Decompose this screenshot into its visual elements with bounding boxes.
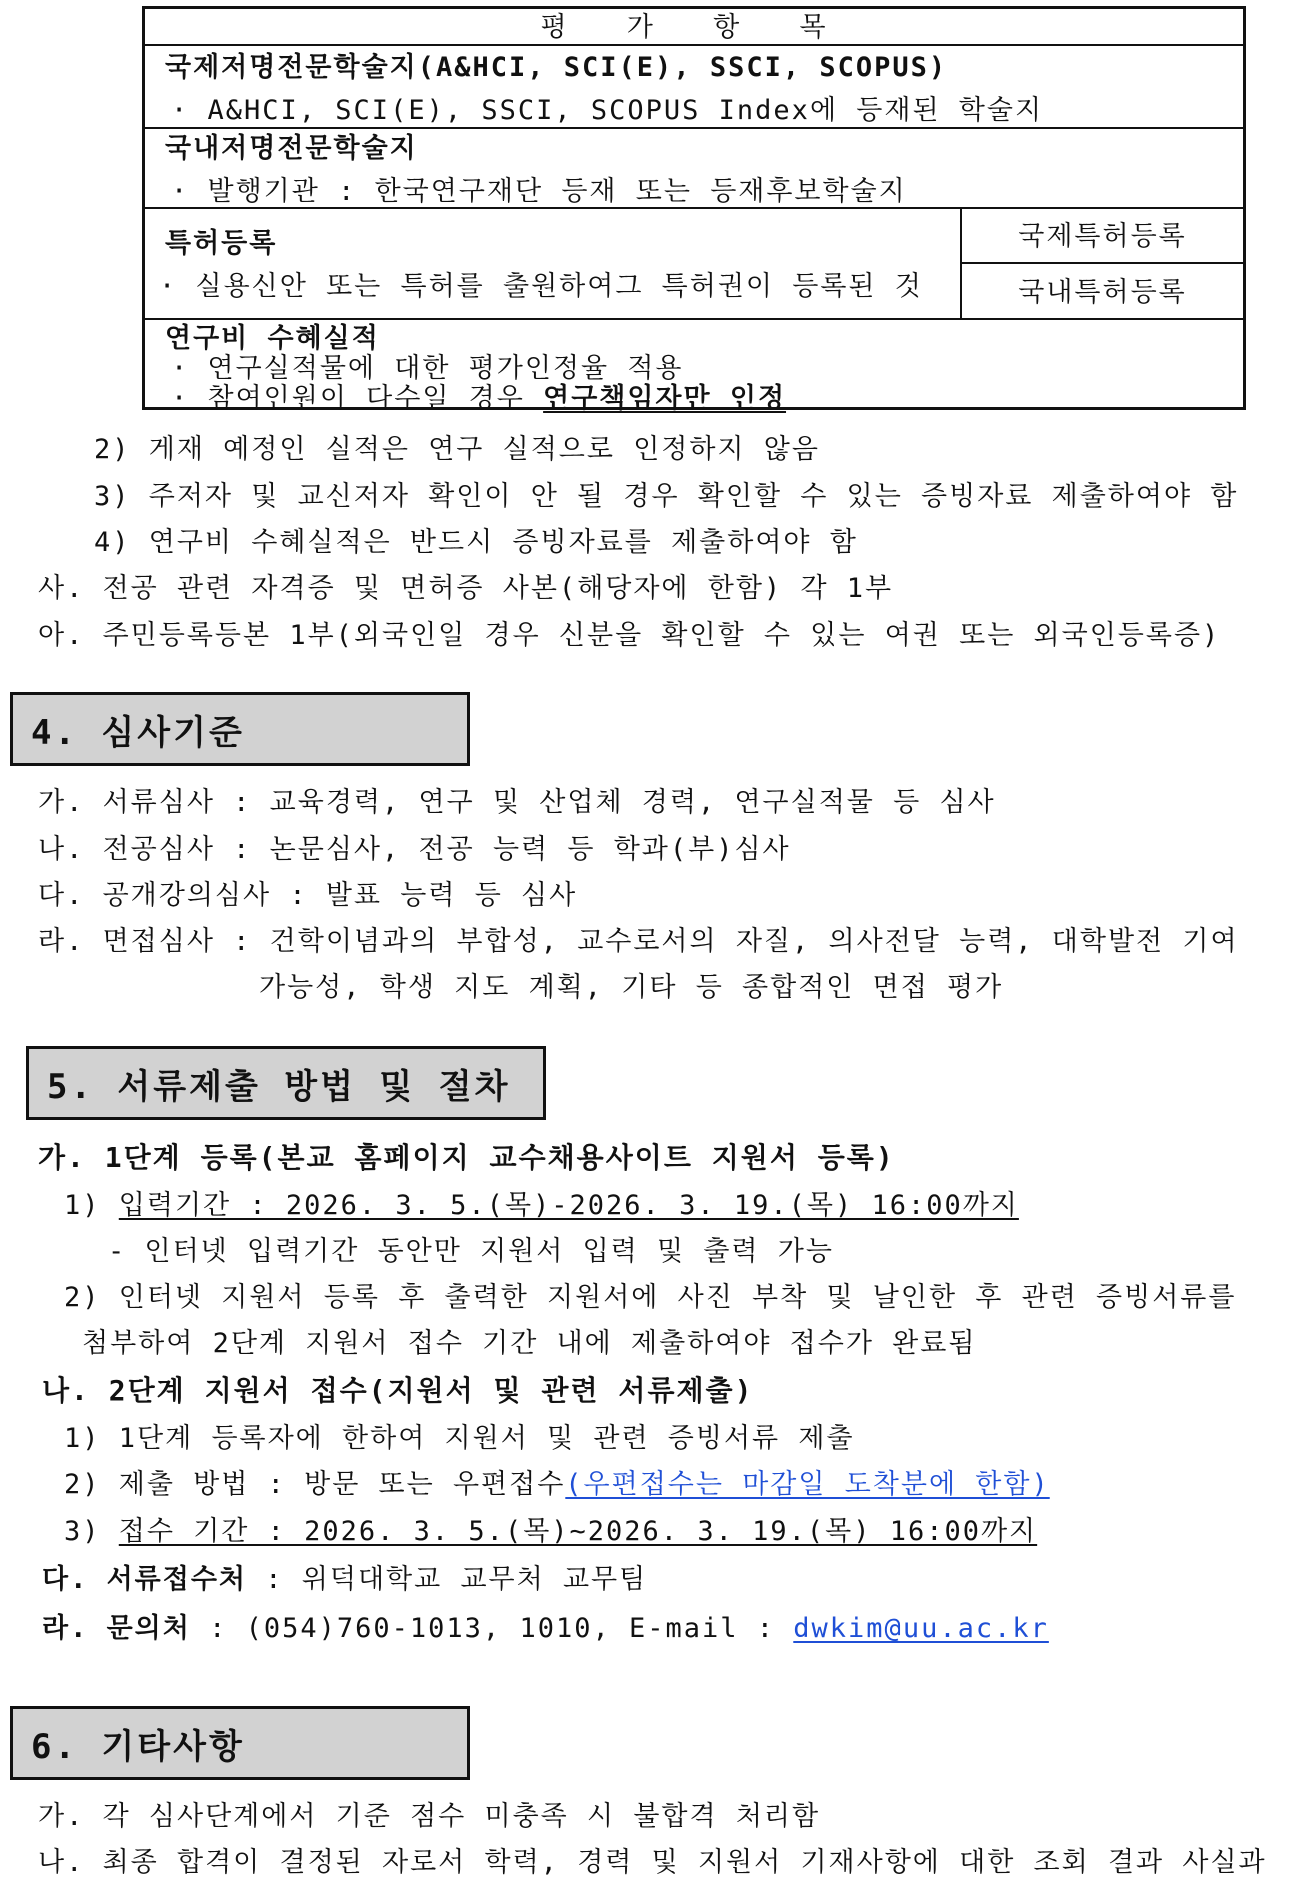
section-5-ga-1 — [64, 1192, 1019, 1219]
domestic-journal-desc: · 발행기관 : 한국연구재단 등재 또는 등재후보학술지 — [171, 176, 907, 207]
section-4-item-na: 나. 전공심사 : 논문심사, 전공 능력 등 학과(부)심사 — [38, 834, 791, 865]
section-5-ga-1-emphasis: 입력기간 : 2026. 3. 5.(목)-2026. 3. 19.(목) 16:00까지 — [118, 1190, 1019, 1221]
grant-desc-2-prefix: · 참여인원이 다수일 경우 — [171, 383, 544, 414]
section-5-ga-title: 가. 1단계 등록(본교 홈페이지 교수채용사이트 지원서 등록) — [38, 1141, 895, 1174]
grant-desc-2-emphasis: 연구책임자만 인정 — [543, 383, 787, 414]
table-header: 평 가 항 목 — [540, 12, 848, 43]
intl-journal-title: 국제저명전문학술지(A&HCI, SCI(E), SSCI, SCOPUS) — [165, 52, 948, 83]
table-divider — [145, 44, 1243, 46]
grant-title: 연구비 수혜실적 — [165, 323, 380, 354]
section-5-na-2-prefix: 2) 제출 방법 : 방문 또는 우편접수 — [64, 1469, 566, 1500]
table-divider — [145, 127, 1243, 129]
section-5-heading — [26, 1046, 546, 1120]
section-5-da-label: 다. 서류접수처 — [42, 1564, 248, 1595]
patent-intl: 국제특허등록 — [1018, 221, 1187, 252]
section-6-item-na: 나. 최종 합격이 결정된 자로서 학력, 경력 및 지원서 기재사항에 대한 조회 결과 사실과 — [38, 1847, 1267, 1878]
section-5-da — [42, 1566, 647, 1593]
contact-email-link[interactable]: dwkim@uu.ac.kr — [793, 1613, 1049, 1644]
section-6-item-ga: 가. 각 심사단계에서 기준 점수 미충족 시 불합격 처리함 — [38, 1801, 821, 1832]
item-a: 아. 주민등록등본 1부(외국인일 경우 신분을 확인할 수 있는 여권 또는 외국인등록증) — [38, 620, 1221, 651]
intl-journal-desc: · A&HCI, SCI(E), SSCI, SCOPUS Index에 등재된 학술지 — [171, 95, 1044, 126]
section-5-ra — [42, 1615, 1049, 1642]
note-3: 3) 주저자 및 교신저자 확인이 안 될 경우 확인할 수 있는 증빙자료 제출하여야 함 — [94, 481, 1239, 512]
section-5-da-value: : 위덕대학교 교무처 교무팀 — [247, 1564, 648, 1595]
note-2: 2) 게재 예정인 실적은 연구 실적으로 인정하지 않음 — [94, 434, 820, 465]
table-divider — [960, 262, 1243, 264]
section-5-na-1: 1) 1단계 등록자에 한하여 지원서 및 관련 증빙서류 제출 — [64, 1423, 855, 1454]
patent-title: 특허등록 — [165, 228, 278, 259]
section-5-na-title: 나. 2단계 지원서 접수(지원서 및 관련 서류제출) — [42, 1374, 754, 1407]
section-5-heading-text: 5. 서류제출 방법 및 절차 — [47, 1066, 511, 1107]
section-4-item-ra-cont: 가능성, 학생 지도 계획, 기타 등 종합적인 면접 평가 — [259, 972, 1004, 1003]
section-4-item-da: 다. 공개강의심사 : 발표 능력 등 심사 — [38, 880, 578, 911]
section-6-heading-text: 6. 기타사항 — [31, 1726, 245, 1767]
grant-desc-2 — [171, 385, 786, 412]
section-4-item-ra: 라. 면접심사 : 건학이념과의 부합성, 교수로서의 자질, 의사전달 능력, 대학발전 기여 — [38, 926, 1239, 957]
section-5-ra-label: 라. 문의처 — [42, 1613, 191, 1644]
section-5-na-3-emphasis: 접수 기간 : 2026. 3. 5.(목)~2026. 3. 19.(목) 16:00까지 — [118, 1516, 1038, 1547]
section-4-item-ga: 가. 서류심사 : 교육경력, 연구 및 산업체 경력, 연구실적물 등 심사 — [38, 787, 996, 818]
section-5-ga-2-line1: 2) 인터넷 지원서 등록 후 출력한 지원서에 사진 부착 및 날인한 후 관련 증빙서류를 — [64, 1282, 1237, 1313]
section-5-ra-value: : (054)760-1013, 1010, E-mail : — [190, 1613, 794, 1644]
section-5-na-2 — [64, 1471, 1050, 1498]
item-sa: 사. 전공 관련 자격증 및 면허증 사본(해당자에 한함) 각 1부 — [38, 573, 894, 604]
section-5-ga-1-sub: - 인터넷 입력기간 동안만 지원서 입력 및 출력 가능 — [108, 1236, 834, 1267]
section-4-heading-text: 4. 심사기준 — [31, 712, 245, 753]
patent-domestic: 국내특허등록 — [1018, 277, 1187, 308]
evaluation-table — [142, 6, 1246, 414]
table-divider — [145, 207, 1243, 209]
section-5-na-3 — [64, 1518, 1037, 1545]
domestic-journal-title: 국내저명전문학술지 — [165, 133, 418, 164]
patent-desc: · 실용신안 또는 특허를 출원하여그 특허권이 등록된 것 — [159, 271, 923, 302]
note-4: 4) 연구비 수혜실적은 반드시 증빙자료를 제출하여야 함 — [94, 527, 858, 558]
section-5-na-2-link[interactable]: (우편접수는 마감일 도착분에 한함) — [565, 1469, 1050, 1500]
section-5-na-3-prefix: 3) — [64, 1516, 119, 1547]
grant-desc-1: · 연구실적물에 대한 평가인정율 적용 — [171, 353, 684, 384]
section-5-ga-2-line2: 첨부하여 2단계 지원서 접수 기간 내에 제출하여야 접수가 완료됨 — [82, 1328, 977, 1359]
table-divider — [145, 318, 1243, 320]
section-4-heading — [10, 692, 470, 766]
section-6-heading — [10, 1706, 470, 1780]
section-5-ga-1-prefix: 1) — [64, 1190, 119, 1221]
